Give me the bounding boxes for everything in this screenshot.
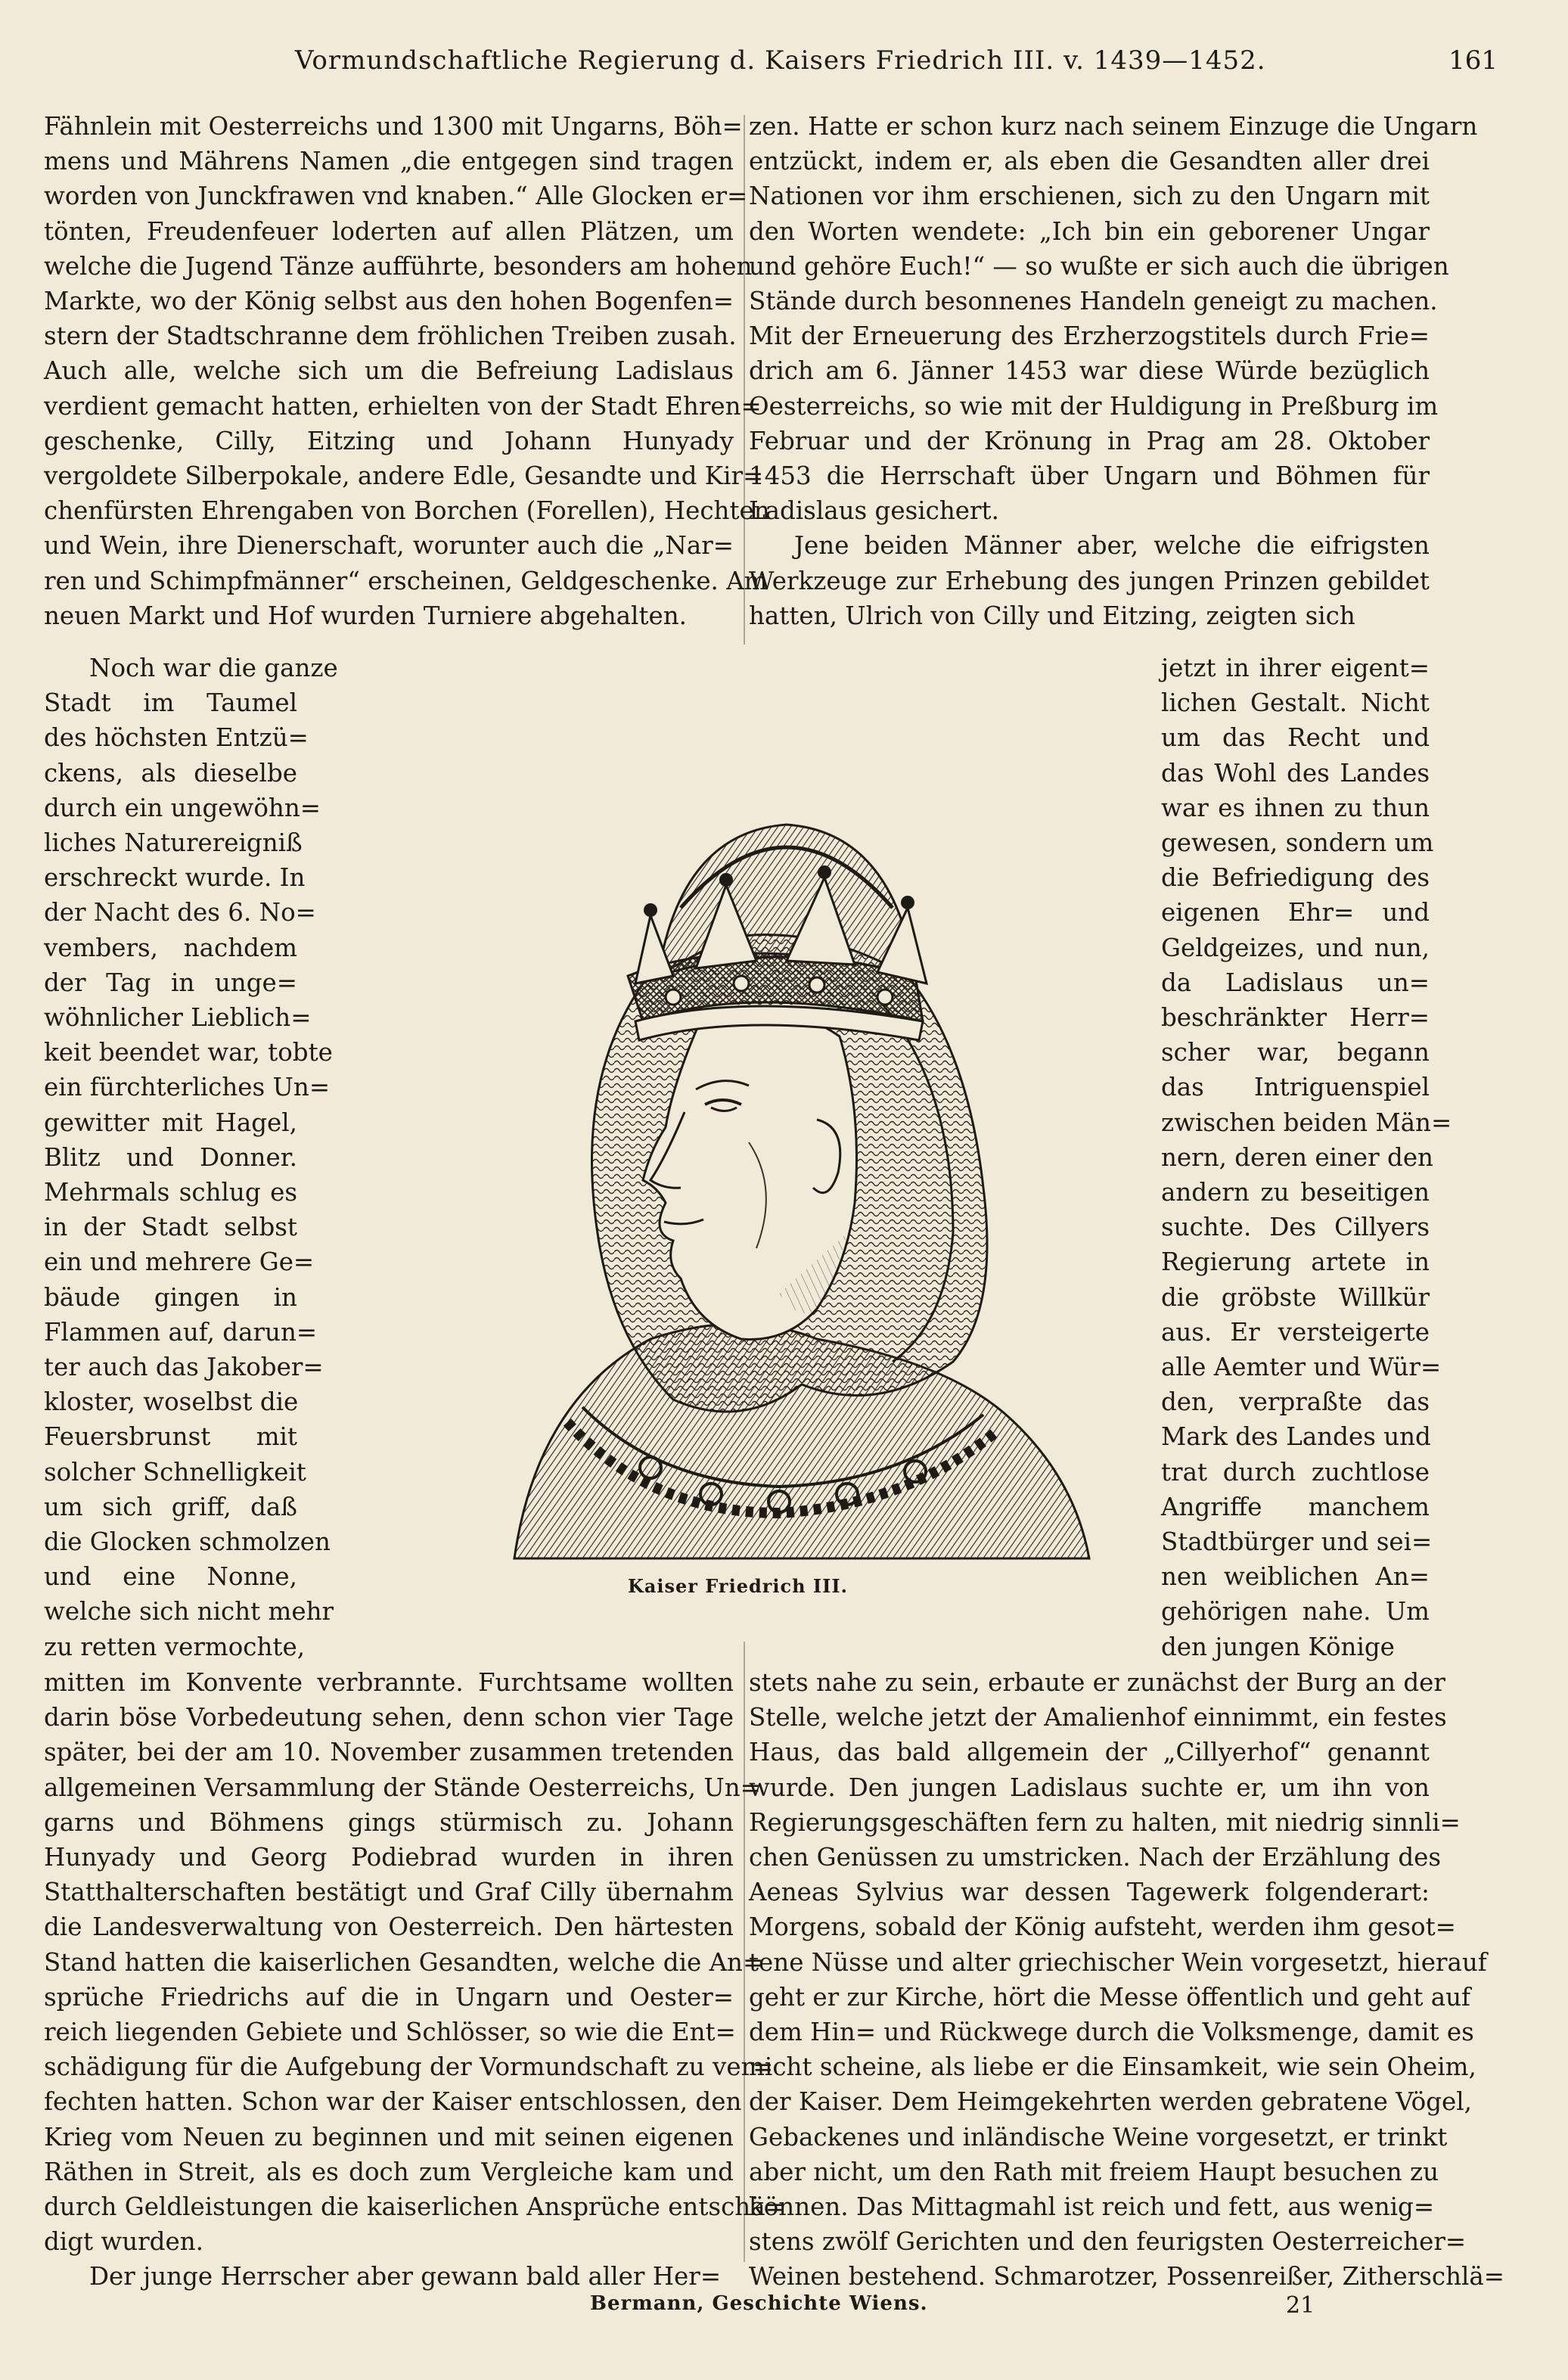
text-line: drich am 6. Jänner 1453 war diese Würde bezüglich bbox=[749, 356, 1430, 386]
text-line: tene Nüsse und alter griechischer Wein vorgesetzt, hierauf bbox=[749, 1947, 1487, 1977]
text-line: durch ein ungewöhn= bbox=[44, 793, 321, 822]
text-line: keit beendet war, tobte bbox=[44, 1038, 333, 1067]
text-line: Der junge Herrscher aber gewann bald aller Her= bbox=[89, 2262, 722, 2291]
text-line: stens zwölf Gerichten und den feurigsten Oesterreicher= bbox=[749, 2227, 1467, 2257]
text-line: worden von Junckfrawen vnd knaben.“ Alle Glocken er= bbox=[44, 182, 748, 211]
text-line: mens und Mährens Namen „die entgegen sind tragen bbox=[44, 147, 734, 176]
text-line: 1453 die Herrschaft über Ungarn und Böhmen für bbox=[749, 461, 1430, 491]
text-line: schädigung für die Aufgebung der Vormundschaft zu ver= bbox=[44, 2052, 774, 2082]
text-line: tönten, Freudenfeuer loderten auf allen Plätzen, um bbox=[44, 216, 734, 246]
text-line: aber nicht, um den Rath mit freiem Haupt besuchen zu bbox=[749, 2157, 1439, 2186]
text-line: das Intriguenspiel bbox=[1161, 1073, 1430, 1102]
text-line: ren und Schimpfmänner“ erscheinen, Geldgeschenke. Am bbox=[44, 566, 768, 595]
text-line: die Befriedigung des bbox=[1161, 863, 1430, 893]
text-line: war es ihnen zu thun bbox=[1161, 793, 1430, 822]
text-line: sprüche Friedrichs auf die in Ungarn und Oester= bbox=[44, 1982, 734, 2012]
text-line: der Tag in unge= bbox=[44, 968, 297, 997]
text-line: trat durch zuchtlose bbox=[1161, 1457, 1430, 1487]
page-number: 161 bbox=[1448, 45, 1498, 76]
text-line: eigenen Ehr= und bbox=[1161, 898, 1430, 927]
text-line: die Glocken schmolzen bbox=[44, 1527, 331, 1557]
text-line: der Kaiser. Dem Heimgekehrten werden gebratene Vögel, bbox=[749, 2087, 1472, 2117]
page-header bbox=[45, 45, 1528, 91]
text-line: geschenke, Cilly, Eitzing und Johann Hunyady bbox=[44, 426, 734, 455]
text-line: können. Das Mittagmahl ist reich und fett, aus wenig= bbox=[749, 2192, 1435, 2222]
text-line: gehörigen nahe. Um bbox=[1161, 1597, 1430, 1627]
signature-mark: 21 bbox=[1286, 2292, 1315, 2319]
text-line: nicht scheine, als liebe er die Einsamkeit, wie sein Oheim, bbox=[749, 2052, 1476, 2082]
text-line: durch Geldleistungen die kaiserlichen Ansprüche entschä= bbox=[44, 2192, 786, 2222]
text-line: andern zu beseitigen bbox=[1161, 1178, 1430, 1207]
text-line: Statthalterschaften bestätigt und Graf Cilly übernahm bbox=[44, 1878, 734, 1907]
text-line: zen. Hatte er schon kurz nach seinem Einzuge die Ungarn bbox=[749, 112, 1478, 141]
text-line: Räthen in Streit, als es doch zum Vergleiche kam und bbox=[44, 2157, 734, 2186]
text-line: darin böse Vorbedeutung sehen, denn schon vier Tage bbox=[44, 1703, 734, 1732]
text-line: den, verpraßte das bbox=[1161, 1387, 1430, 1417]
text-line: reich liegenden Gebiete und Schlösser, so wie die Ent= bbox=[44, 2018, 736, 2047]
text-line: den jungen Könige bbox=[1161, 1632, 1395, 1661]
text-line: verdient gemacht hatten, erhielten von der Stadt Ehren= bbox=[44, 391, 762, 421]
text-line: Markte, wo der König selbst aus den hohen Bogenfen= bbox=[44, 287, 734, 316]
text-line: geht er zur Kirche, hört die Messe öffentlich und geht auf bbox=[749, 1982, 1471, 2012]
text-line: da Ladislaus un= bbox=[1161, 968, 1430, 997]
text-line: erschreckt wurde. In bbox=[44, 863, 306, 893]
text-line: Stelle, welche jetzt der Amalienhof einnimmt, ein festes bbox=[749, 1703, 1447, 1732]
text-line: Stadtbürger und sei= bbox=[1161, 1527, 1433, 1557]
text-line: und eine Nonne, bbox=[44, 1562, 297, 1592]
figure-caption: Kaiser Friedrich III. bbox=[628, 1575, 848, 1597]
text-line: Werkzeuge zur Erhebung des jungen Prinzen gebildet bbox=[749, 566, 1430, 595]
text-line: Mark des Landes und bbox=[1161, 1422, 1431, 1452]
text-line: Blitz und Donner. bbox=[44, 1142, 297, 1172]
text-line: Nationen vor ihm erschienen, sich zu den Ungarn mit bbox=[749, 182, 1430, 211]
right-narrow-column bbox=[1161, 651, 1452, 1664]
text-line: dem Hin= und Rückwege durch die Volksmenge, damit es bbox=[749, 2018, 1474, 2047]
text-line: und Wein, ihre Dienerschaft, worunter auch die „Nar= bbox=[44, 531, 734, 561]
text-line: digt wurden. bbox=[44, 2227, 203, 2257]
text-line: wurde. Den jungen Ladislaus suchte er, um ihn von bbox=[749, 1773, 1430, 1802]
text-line: zu retten vermochte, bbox=[44, 1632, 306, 1661]
text-line: suchte. Des Cillyers bbox=[1161, 1213, 1430, 1242]
source-line: Bermann, Geschichte Wiens. bbox=[590, 2292, 928, 2315]
text-line: Stand hatten die kaiserlichen Gesandten, welche die An= bbox=[44, 1947, 764, 1977]
right-top-column bbox=[749, 109, 1478, 633]
text-line: alle Aemter und Wür= bbox=[1161, 1353, 1442, 1382]
text-line: später, bei der am 10. November zusammen tretenden bbox=[44, 1738, 734, 1767]
text-line: nern, deren einer den bbox=[1161, 1142, 1433, 1172]
text-line: zwischen beiden Män= bbox=[1161, 1108, 1452, 1137]
text-line: Aeneas Sylvius war dessen Tagewerk folgenderart: bbox=[749, 1878, 1430, 1907]
text-line: solcher Schnelligkeit bbox=[44, 1457, 306, 1487]
text-line: Gebackenes und inländische Weine vorgesetzt, er trinkt bbox=[749, 2122, 1448, 2152]
text-line: liches Naturereigniß bbox=[44, 828, 303, 858]
right-bottom-column bbox=[749, 1665, 1505, 2295]
text-line: Flammen auf, darun= bbox=[44, 1317, 318, 1347]
text-line: um sich griff, daß bbox=[44, 1492, 297, 1521]
text-line: in der Stadt selbst bbox=[44, 1213, 297, 1242]
text-line: Jene beiden Männer aber, welche die eifrigsten bbox=[794, 531, 1430, 561]
text-line: stern der Stadtschranne dem fröhlichen Treiben zusah. bbox=[44, 322, 737, 351]
text-line: den Worten wendete: „Ich bin ein geborener Ungar bbox=[749, 216, 1430, 246]
text-line: chenfürsten Ehrengaben von Borchen (Forellen), Hechten bbox=[44, 496, 770, 526]
text-line: fechten hatten. Schon war der Kaiser entschlossen, den bbox=[44, 2087, 742, 2117]
text-line: garns und Böhmens gings stürmisch zu. Johann bbox=[44, 1807, 734, 1837]
text-line: Feuersbrunst mit bbox=[44, 1422, 297, 1452]
text-line: hatten, Ulrich von Cilly und Eitzing, zeigten sich bbox=[749, 601, 1355, 630]
text-line: allgemeinen Versammlung der Stände Oesterreichs, Un= bbox=[44, 1773, 761, 1802]
text-line: vembers, nachdem bbox=[44, 933, 297, 962]
text-line: scher war, begann bbox=[1161, 1038, 1430, 1067]
text-line: stets nahe zu sein, erbaute er zunächst der Burg an der bbox=[749, 1668, 1445, 1697]
text-line: jetzt in ihrer eigent= bbox=[1161, 654, 1430, 682]
text-line: lichen Gestalt. Nicht bbox=[1161, 688, 1430, 718]
text-line: ein fürchterliches Un= bbox=[44, 1073, 331, 1102]
text-line: Stadt im Taumel bbox=[44, 688, 297, 718]
text-line: Oesterreichs, so wie mit der Huldigung in Preßburg im bbox=[749, 391, 1439, 421]
text-line: Februar und der Krönung in Prag am 28. Oktober bbox=[749, 426, 1430, 455]
text-line: ckens, als dieselbe bbox=[44, 758, 297, 788]
text-line: um das Recht und bbox=[1161, 723, 1430, 753]
text-line: gewesen, sondern um bbox=[1161, 828, 1434, 858]
text-line: bäude gingen in bbox=[44, 1282, 297, 1312]
text-line: die Landesverwaltung von Oesterreich. Den härtesten bbox=[44, 1912, 734, 1942]
text-line: Angriffe manchem bbox=[1161, 1492, 1430, 1521]
text-line: gewitter mit Hagel, bbox=[44, 1108, 297, 1137]
text-line: Mit der Erneuerung des Erzherzogstitels durch Frie= bbox=[749, 322, 1430, 351]
text-line: neuen Markt und Hof wurden Turniere abgehalten. bbox=[44, 601, 687, 630]
left-bottom-column bbox=[44, 1665, 786, 2295]
text-line: Fähnlein mit Oesterreichs und 1300 mit Ungarns, Böh= bbox=[44, 112, 743, 141]
text-line: nen weiblichen An= bbox=[1161, 1562, 1430, 1592]
text-line: aus. Er versteigerte bbox=[1161, 1317, 1430, 1347]
text-line: welche sich nicht mehr bbox=[44, 1597, 334, 1627]
running-title: Vormundschaftliche Regierung d. Kaisers Friedrich III. v. 1439—1452. bbox=[295, 45, 1266, 76]
text-line: die gröbste Willkür bbox=[1161, 1282, 1430, 1312]
page-footer bbox=[45, 2292, 1528, 2330]
text-line: ein und mehrere Ge= bbox=[44, 1247, 315, 1277]
text-line: der Nacht des 6. No= bbox=[44, 898, 316, 927]
text-line: beschränkter Herr= bbox=[1161, 1003, 1430, 1033]
text-line: Krieg vom Neuen zu beginnen und mit seinen eigenen bbox=[44, 2122, 734, 2152]
text-line: Weinen bestehend. Schmarotzer, Possenreißer, Zitherschlä= bbox=[749, 2262, 1505, 2291]
left-top-column bbox=[44, 109, 770, 633]
text-line: entzückt, indem er, als eben die Gesandten aller drei bbox=[749, 147, 1430, 176]
left-narrow-column bbox=[44, 651, 338, 1664]
text-line: Auch alle, welche sich um die Befreiung Ladislaus bbox=[44, 356, 734, 386]
text-line: kloster, woselbst die bbox=[44, 1387, 299, 1417]
text-line: des höchsten Entzü= bbox=[44, 723, 309, 753]
text-line: chen Genüssen zu umstricken. Nach der Erzählung des bbox=[749, 1843, 1442, 1872]
text-line: ter auch das Jakober= bbox=[44, 1353, 324, 1382]
text-line: vergoldete Silberpokale, andere Edle, Gesandte und Kir= bbox=[44, 461, 764, 491]
portrait-illustration bbox=[424, 658, 1150, 1596]
text-line: Regierung artete in bbox=[1161, 1247, 1430, 1277]
text-line: Haus, das bald allgemein der „Cillyerhof“ genannt bbox=[749, 1738, 1430, 1767]
text-line: Regierungsgeschäften fern zu halten, mit niedrig sinnli= bbox=[749, 1807, 1461, 1837]
text-line: Mehrmals schlug es bbox=[44, 1178, 297, 1207]
text-line: Morgens, sobald der König aufsteht, werden ihm gesot= bbox=[749, 1912, 1456, 1942]
text-line: Ladislaus gesichert. bbox=[749, 496, 999, 526]
text-line: wöhnlicher Lieblich= bbox=[44, 1003, 312, 1033]
text-line: Noch war die ganze bbox=[89, 654, 338, 682]
text-line: mitten im Konvente verbrannte. Furchtsame wollten bbox=[44, 1668, 734, 1697]
text-line: Geldgeizes, und nun, bbox=[1161, 933, 1430, 962]
text-line: Hunyady und Georg Podiebrad wurden in ihren bbox=[44, 1843, 734, 1872]
text-line: welche die Jugend Tänze aufführte, besonders am hohen bbox=[44, 251, 753, 281]
text-line: Stände durch besonnenes Handeln geneigt zu machen. bbox=[749, 287, 1438, 316]
text-line: das Wohl des Landes bbox=[1161, 758, 1430, 788]
text-line: und gehöre Euch!“ — so wußte er sich auch die übrigen bbox=[749, 251, 1449, 281]
